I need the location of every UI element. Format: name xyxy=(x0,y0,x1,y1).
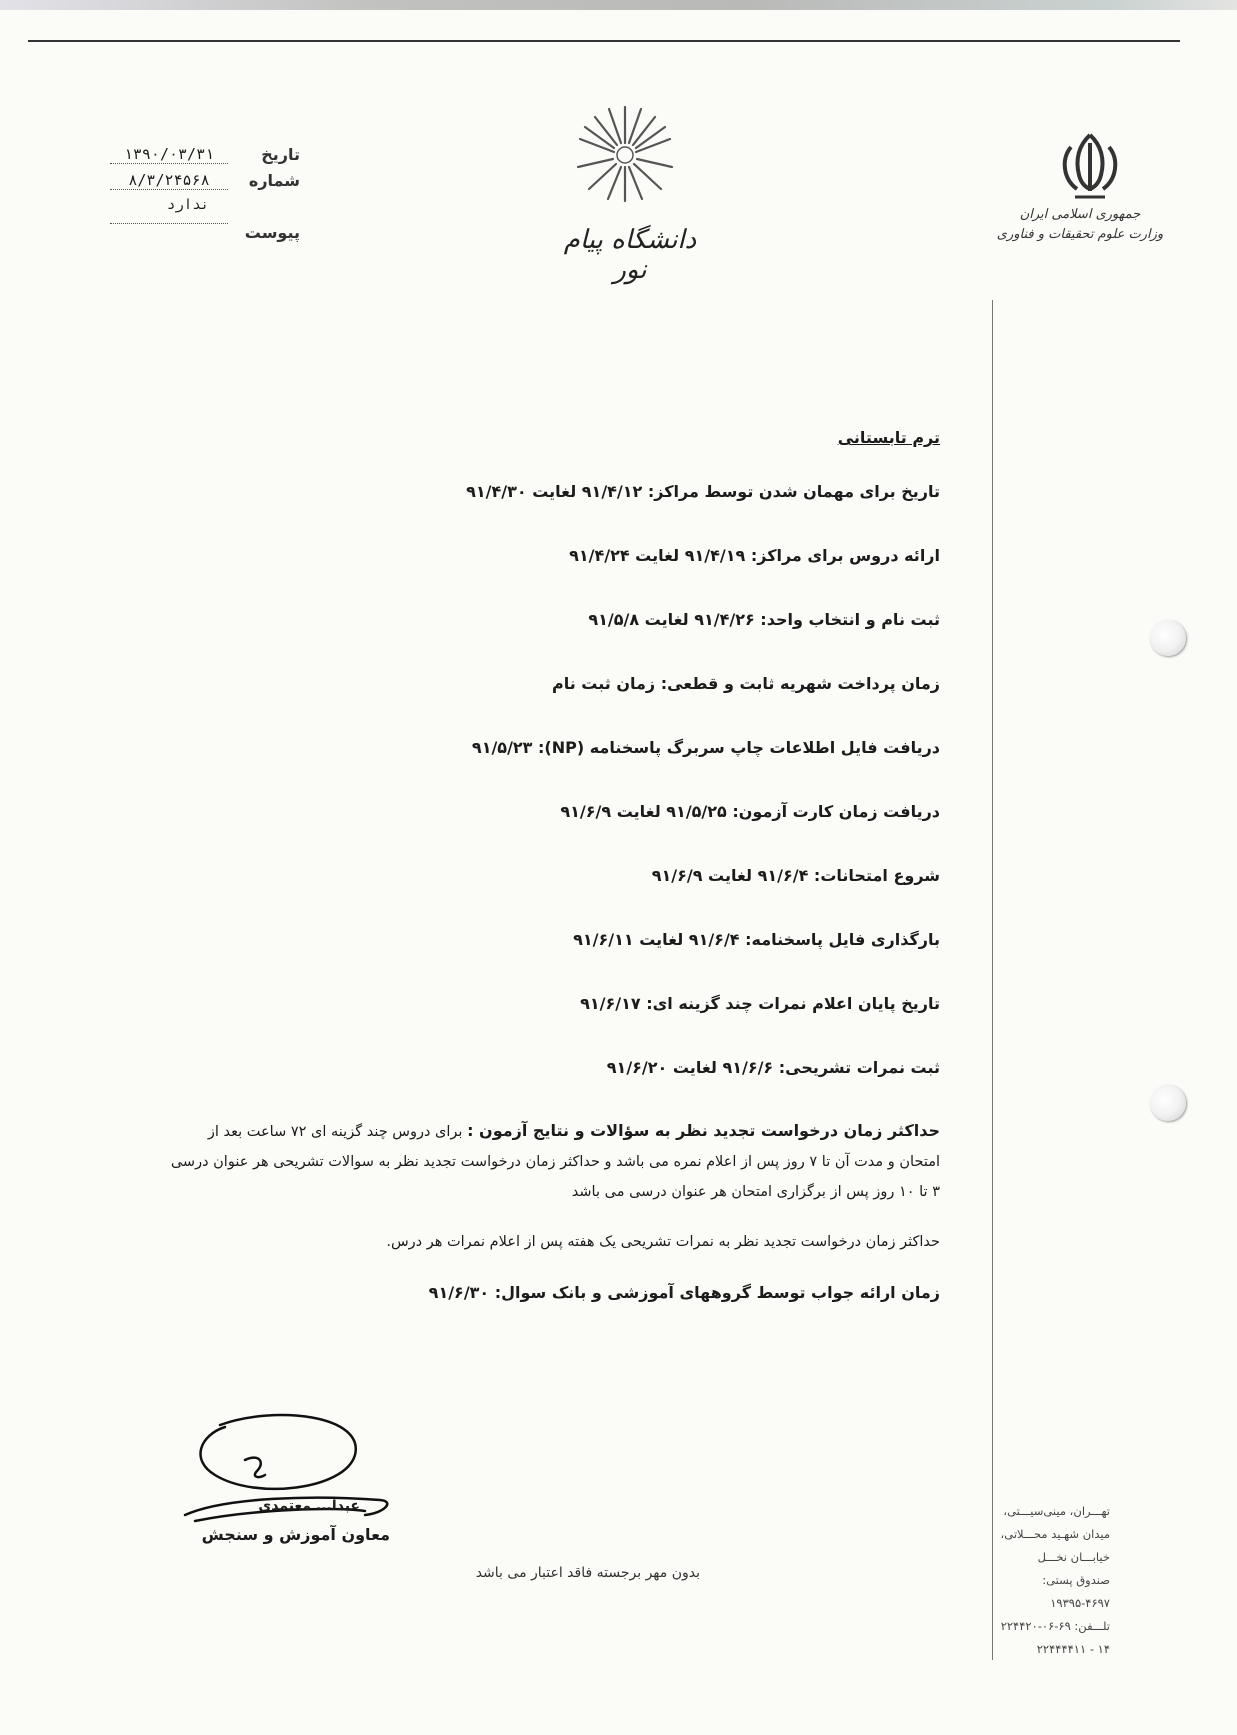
address-line: صندوق پستی: ۴۶۹۷-۱۹۳۹۵ xyxy=(1042,1573,1110,1610)
address-line: تلـــفن: ۶۹-۰۶-۲۲۴۴۲۰ xyxy=(1000,1619,1110,1633)
attachment-line xyxy=(110,223,228,224)
address-line: ۱۴ - ۲۲۴۴۴۴۱۱ xyxy=(1036,1642,1110,1656)
schedule-item: زمان پرداخت شهریه ثابت و قطعی: زمان ثبت نام xyxy=(551,674,940,693)
date-row xyxy=(90,145,300,167)
punch-hole-icon xyxy=(1150,620,1186,656)
address-line: خیابـــان نخـــل xyxy=(1037,1550,1110,1564)
section-heading: ترم تابستانی xyxy=(837,428,940,447)
schedule-item: ثبت نام و انتخاب واحد: ۹۱/۴/۲۶ لغایت ۹۱/۵/۸ xyxy=(588,610,940,629)
appeal-paragraph xyxy=(170,1116,940,1207)
schedule-item: ارائه دروس برای مراکز: ۹۱/۴/۱۹ لغایت ۹۱/۴/۲۴ xyxy=(569,546,940,565)
schedule-item: بارگذاری فایل پاسخنامه: ۹۱/۶/۴ لغایت ۹۱/۶/۱۱ xyxy=(573,930,940,949)
sidebar-divider xyxy=(992,300,993,1660)
date-label: تاریخ xyxy=(261,145,300,164)
letter-meta xyxy=(90,145,300,249)
appeal-text: برای دروس چند گزینه ای ۷۲ ساعت بعد از امتحان و مدت آن تا ۷ روز پس از اعلام نمره می باشد و حداکثر زمان درخواست تجدید نظر به سوالات تشریحی هر عنوان درسی ۳ تا ۱۰ روز پس از برگزاری امتحان هر عنوان درسی می باشد xyxy=(170,1124,940,1200)
signer-title: معاون آموزش و سنجش xyxy=(201,1525,390,1544)
university-name: دانشگاه پیام نور xyxy=(563,225,697,285)
address-line: تهـــران، مینی‌سیـــتی، xyxy=(1003,1504,1110,1518)
schedule-item: ثبت نمرات تشریحی: ۹۱/۶/۶ لغایت ۹۱/۶/۲۰ xyxy=(606,1058,940,1077)
schedule-item: شروع امتحانات: ۹۱/۶/۴ لغایت ۹۱/۶/۹ xyxy=(651,866,940,885)
letter-body xyxy=(170,420,940,1303)
answer-release-line: زمان ارائه جواب توسط گروههای آموزشی و بانک سوال: ۹۱/۶/۳۰ xyxy=(428,1283,940,1302)
number-label: شماره xyxy=(248,171,300,190)
appeal-lead: حداکثر زمان درخواست تجدید نظر به سؤالات و نتایج آزمون : xyxy=(467,1121,940,1140)
scan-edge-shadow xyxy=(0,0,1237,10)
iran-emblem-icon xyxy=(1055,125,1125,205)
punch-hole-icon xyxy=(1150,1085,1186,1121)
schedule-item: دریافت زمان کارت آزمون: ۹۱/۵/۲۵ لغایت ۹۱/۶/۹ xyxy=(560,802,940,821)
number-row xyxy=(90,171,300,193)
country-name: جمهوری اسلامی ایران xyxy=(1019,207,1141,222)
attachment-value-row xyxy=(90,197,300,219)
schedule-item: دریافت فایل اطلاعات چاپ سربرگ پاسخنامه (NP): ۹۱/۵/۲۳ xyxy=(471,738,940,757)
number-value: ۸/۳/۲۴۵۶۸ xyxy=(110,171,228,190)
date-value: ۱۳۹۰/۰۳/۳۱ xyxy=(110,145,228,164)
schedule-item: تاریخ پایان اعلام نمرات چند گزینه ای: ۹۱/۶/۱۷ xyxy=(580,994,940,1013)
address-line: میدان شهـید محـــلاتی، xyxy=(1000,1527,1110,1541)
schedule-item: تاریخ برای مهمان شدن توسط مراکز: ۹۱/۴/۱۲ لغایت ۹۱/۴/۳۰ xyxy=(466,482,940,501)
ministry-block xyxy=(995,205,1165,245)
signer-name: عبدا... معتمدی xyxy=(258,1498,360,1514)
address-block xyxy=(1000,1500,1110,1661)
header-rule xyxy=(28,40,1180,42)
attachment-label: پیوست xyxy=(244,223,300,242)
essay-appeal-paragraph: حداکثر زمان درخواست تجدید نظر به نمرات تشریحی یک هفته پس از اعلام نمرات هر درس. xyxy=(386,1234,940,1250)
attachment-row xyxy=(90,223,300,245)
attachment-value: ندارد xyxy=(166,197,210,213)
ministry-name: وزارت علوم تحقیقات و فناوری xyxy=(996,227,1164,242)
stamp-notice: بدون مهر برجسته فاقد اعتبار می باشد xyxy=(475,1565,700,1581)
